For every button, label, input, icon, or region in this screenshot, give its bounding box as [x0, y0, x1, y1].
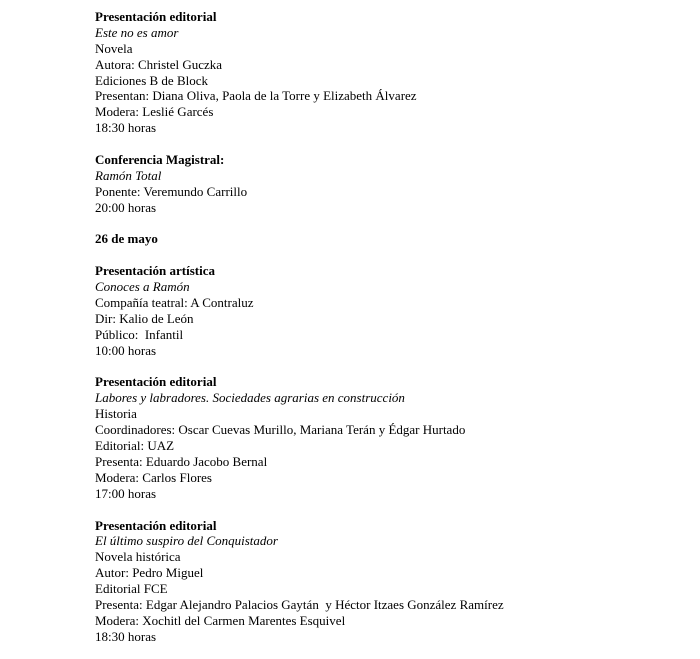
event-detail: Presenta: Eduardo Jacobo Bernal [95, 453, 268, 469]
event-heading: Presentación editorial [95, 9, 217, 24]
event-title: Este no es amor [95, 24, 179, 40]
event-block [95, 152, 695, 216]
event-detail: Dir: Kalio de León [95, 310, 194, 326]
event-detail: Ediciones B de Block [95, 72, 209, 88]
event-title: El último suspiro del Conquistador [95, 533, 278, 549]
event-detail: Presenta: Edgar Alejandro Palacios Gaytán y Héctor Itzaes González Ramírez [95, 596, 504, 612]
event-detail: Público: Infantil [95, 326, 184, 342]
event-detail: Editorial FCE [95, 581, 168, 597]
event-detail: Autor: Pedro Miguel [95, 565, 204, 581]
block-spacer [95, 216, 695, 232]
date-heading: 26 de mayo [95, 231, 158, 247]
event-block [95, 374, 695, 501]
event-title: Conoces a Ramón [95, 279, 190, 295]
event-time: 20:00 horas [95, 199, 157, 215]
block-spacer [95, 359, 695, 375]
event-detail: Historia [95, 406, 137, 422]
block-spacer [95, 247, 695, 263]
event-heading: Conferencia Magistral: [95, 152, 225, 168]
event-heading: Presentación editorial [95, 374, 217, 390]
event-detail: Ponente: Veremundo Carrillo [95, 183, 248, 199]
event-detail: Novela histórica [95, 549, 181, 565]
event-detail: Compañía teatral: A Contraluz [95, 295, 254, 311]
event-block [95, 263, 695, 358]
event-detail: Modera: Leslié Garcés [95, 104, 214, 120]
event-time: 18:30 horas [95, 628, 157, 644]
event-time: 17:00 horas [95, 485, 157, 501]
event-detail: Editorial: UAZ [95, 438, 175, 454]
event-title: Ramón Total [95, 167, 162, 183]
event-heading: Presentación artística [95, 263, 215, 279]
event-block [95, 9, 695, 136]
event-time: 18:30 horas [95, 120, 157, 136]
event-detail: Modera: Carlos Flores [95, 469, 212, 485]
event-block [95, 518, 695, 645]
event-title: Labores y labradores. Sociedades agrarias en construcción [95, 390, 405, 406]
event-detail: Presentan: Diana Oliva, Paola de la Torre y Elizabeth Álvarez [95, 88, 417, 104]
block-spacer [95, 136, 695, 152]
program-document [95, 9, 695, 645]
event-detail: Modera: Xochitl del Carmen Marentes Esquivel [95, 612, 346, 628]
block-spacer [95, 502, 695, 518]
event-time: 10:00 horas [95, 342, 157, 358]
event-detail: Autora: Christel Guczka [95, 56, 223, 72]
event-detail: Novela [95, 40, 133, 56]
event-heading: Presentación editorial [95, 517, 217, 533]
event-detail: Coordinadores: Oscar Cuevas Murillo, Mariana Terán y Édgar Hurtado [95, 422, 466, 438]
